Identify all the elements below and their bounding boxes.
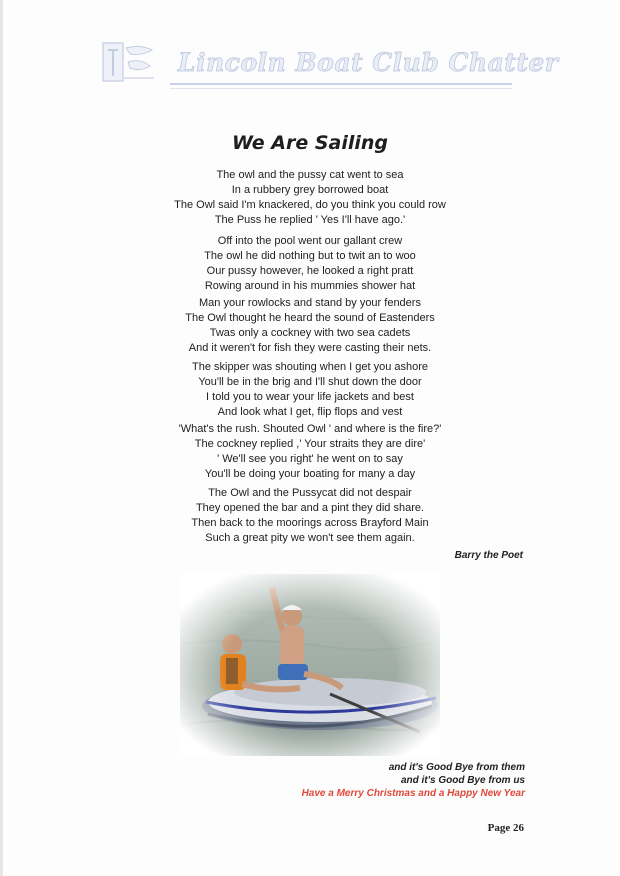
poem-stanza — [80, 486, 540, 546]
poem-line: 'What's the rush. Shouted Owl ' and where is the fire?' — [178, 423, 442, 435]
poem-line: ' We'll see you right' he went on to say — [217, 453, 403, 465]
poem-line: The cockney replied ,' Your straits they are dire' — [194, 438, 426, 450]
poem-line: You'll be in the brig and I'll shut down the door — [198, 376, 422, 388]
poem-line: Such a great pity we won't see them again. — [205, 532, 415, 544]
poem-line: Rowing around in his mummies shower hat — [204, 280, 416, 292]
inflatable-dinghy-photo — [180, 574, 440, 756]
poem-line: The Owl thought he heard the sound of Eastenders — [185, 312, 435, 324]
poem-line: And it weren't for fish they were casting their nets. — [188, 342, 432, 354]
page-number: Page 26 — [487, 822, 524, 834]
poem-line: Our pussy however, he looked a right pratt — [206, 265, 414, 277]
poem-line: The skipper was shouting when I get you ashore — [191, 361, 429, 373]
poem-line: In a rubbery grey borrowed boat — [231, 184, 389, 196]
poem-line: You'll be doing your boating for many a day — [204, 468, 416, 480]
newsletter-header — [100, 38, 559, 92]
poem-line: Twas only a cockney with two sea cadets — [209, 327, 411, 339]
poem-line: They opened the bar and a pint they did share. — [195, 502, 425, 514]
holiday-greeting: Have a Merry Christmas and a Happy New Year — [301, 788, 525, 799]
poem-line: The Owl and the Pussycat did not despair — [208, 487, 412, 499]
poem-stanza — [80, 234, 540, 294]
poem-line: I told you to wear your life jackets and best — [206, 391, 414, 403]
poem-author: Barry the Poet — [454, 550, 523, 561]
closing-line: and it's Good Bye from us — [400, 775, 525, 786]
poem-line: Man your rowlocks and stand by your fenders — [199, 297, 421, 309]
poem-line: The owl he did nothing but to twit an to woo — [204, 250, 416, 262]
closing-line: and it's Good Bye from them — [388, 762, 525, 773]
poem-stanza — [80, 168, 540, 228]
newsletter-title: Lincoln Boat Club Chatter — [178, 48, 559, 77]
header-divider — [170, 83, 512, 85]
header-divider-thin — [170, 88, 512, 89]
poem-line: The Puss he replied ' Yes I'll have ago.' — [214, 214, 406, 226]
poem-stanza — [80, 422, 540, 482]
poem-line: The Owl said I'm knackered, do you think you could row — [174, 199, 446, 211]
photo-illustration — [180, 574, 440, 756]
poem-title: We Are Sailing — [232, 132, 388, 154]
poem-line: Then back to the moorings across Brayford Main — [191, 517, 429, 529]
poem-line: The owl and the pussy cat went to sea — [216, 169, 404, 181]
boat-club-logo-icon — [100, 40, 156, 86]
poem-stanza — [80, 360, 540, 420]
poem-line: And look what I get, flip flops and vest — [217, 406, 403, 418]
poem-stanza — [80, 296, 540, 356]
poem-line: Off into the pool went our gallant crew — [217, 235, 403, 247]
